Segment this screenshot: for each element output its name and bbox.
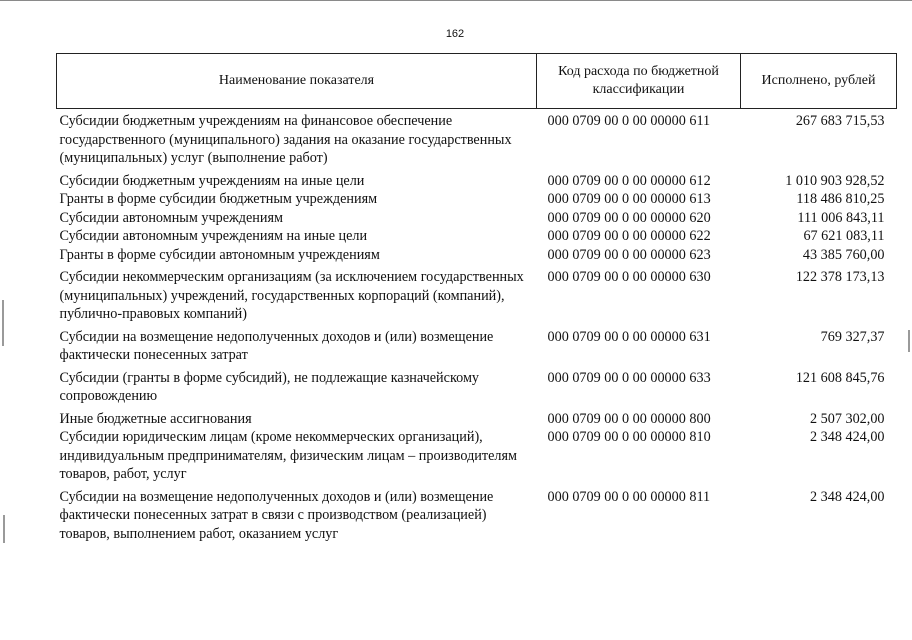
table-row bbox=[57, 190, 897, 209]
row-amount: 121 608 845,76 bbox=[795, 369, 885, 386]
row-name: Субсидии бюджетным учреждениям на финансовое обеспечение государственного (муниципального) задания на оказание государственных (муниципальных) услуг (выполнение работ) bbox=[59, 113, 512, 166]
table-row bbox=[57, 488, 897, 544]
row-amount: 43 385 760,00 bbox=[802, 246, 885, 263]
header-budget-code: Код расхода по бюджетной классификации bbox=[537, 54, 741, 109]
page-top-edge bbox=[0, 0, 912, 1]
table-row bbox=[57, 369, 897, 410]
row-code: 000 0709 00 0 00 00000 811 bbox=[547, 488, 711, 505]
table-row bbox=[57, 227, 897, 246]
row-name: Субсидии автономным учреждениям bbox=[59, 209, 283, 226]
row-code: 000 0709 00 0 00 00000 620 bbox=[547, 209, 711, 226]
header-row bbox=[57, 54, 897, 109]
row-name: Субсидии юридическим лицам (кроме некоммерческих организаций), индивидуальным предпринимателям, физическим лицам – производителям товаров, работ, услуг bbox=[59, 429, 517, 482]
row-code: 000 0709 00 0 00 00000 633 bbox=[547, 369, 711, 386]
scan-artifact-left bbox=[2, 300, 4, 346]
table-row bbox=[57, 209, 897, 228]
row-code: 000 0709 00 0 00 00000 800 bbox=[547, 410, 711, 427]
row-name: Гранты в форме субсидии бюджетным учреждениям bbox=[59, 191, 378, 207]
scan-artifact-left-lower bbox=[3, 515, 5, 543]
header-indicator-name: Наименование показателя bbox=[57, 54, 537, 109]
table-row bbox=[57, 428, 897, 488]
scan-artifact-right bbox=[908, 330, 910, 352]
table-row bbox=[57, 410, 897, 429]
row-code: 000 0709 00 0 00 00000 630 bbox=[547, 269, 711, 285]
row-amount: 2 507 302,00 bbox=[810, 410, 885, 427]
row-name: Субсидии бюджетным учреждениям на иные цели bbox=[59, 172, 365, 189]
row-amount: 2 348 424,00 bbox=[810, 429, 885, 445]
header-executed-amount: Исполнено, рублей bbox=[741, 54, 897, 109]
row-amount: 769 327,37 bbox=[820, 328, 885, 345]
row-amount: 118 486 810,25 bbox=[796, 191, 885, 207]
row-amount: 122 378 173,13 bbox=[795, 269, 885, 285]
row-name: Субсидии автономным учреждениям на иные цели bbox=[59, 228, 368, 244]
table-row bbox=[57, 172, 897, 191]
row-code: 000 0709 00 0 00 00000 611 bbox=[547, 113, 711, 129]
expenditure-table bbox=[56, 53, 897, 543]
row-code: 000 0709 00 0 00 00000 613 bbox=[547, 191, 711, 207]
table-row bbox=[57, 328, 897, 369]
row-code: 000 0709 00 0 00 00000 810 bbox=[547, 429, 711, 445]
table-body bbox=[57, 109, 897, 544]
table-row bbox=[57, 246, 897, 269]
row-name: Субсидии некоммерческим организациям (за исключением государственных (муниципальных) учреждений, государственных корпораций (компаний), публично-правовых компаний) bbox=[59, 269, 524, 322]
row-amount: 67 621 083,11 bbox=[803, 228, 885, 244]
row-amount: 111 006 843,11 bbox=[797, 209, 885, 226]
row-code: 000 0709 00 0 00 00000 623 bbox=[547, 246, 711, 263]
row-name: Субсидии (гранты в форме субсидий), не подлежащие казначейскому сопровождению bbox=[59, 369, 480, 404]
row-code: 000 0709 00 0 00 00000 612 bbox=[547, 172, 711, 189]
row-amount: 1 010 903 928,52 bbox=[785, 172, 885, 189]
row-name: Иные бюджетные ассигнования bbox=[59, 410, 252, 427]
table-row bbox=[57, 268, 897, 328]
row-name: Субсидии на возмещение недополученных доходов и (или) возмещение фактически понесенных затрат bbox=[59, 328, 494, 363]
row-amount: 267 683 715,53 bbox=[795, 113, 885, 129]
row-code: 000 0709 00 0 00 00000 622 bbox=[547, 228, 711, 244]
row-name: Субсидии на возмещение недополученных доходов и (или) возмещение фактически понесенных затрат в связи с производством (реализацией) товаров, выполнением работ, оказанием услуг bbox=[59, 488, 494, 542]
table-row bbox=[57, 109, 897, 172]
table-header bbox=[57, 54, 897, 109]
row-amount: 2 348 424,00 bbox=[810, 488, 885, 505]
row-name: Гранты в форме субсидии автономным учреждениям bbox=[59, 246, 380, 263]
row-code: 000 0709 00 0 00 00000 631 bbox=[547, 328, 711, 345]
page-number: 162 bbox=[445, 28, 465, 40]
